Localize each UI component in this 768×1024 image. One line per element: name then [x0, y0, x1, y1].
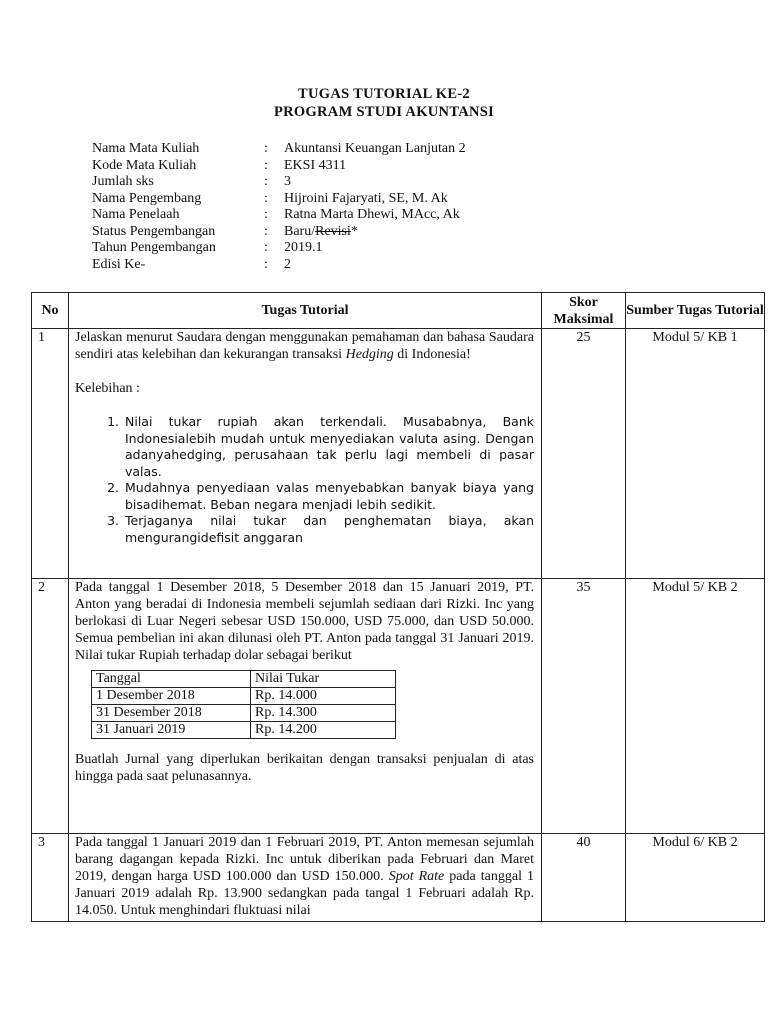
exchange-rate: Rp. 14.000 [251, 688, 396, 705]
question-term: Spot Rate [388, 869, 445, 884]
course-metadata [92, 141, 466, 273]
meta-value: 2 [284, 256, 291, 272]
source-module: Modul 5/ KB 1 [626, 329, 765, 579]
meta-row-jumlah-sks [92, 174, 466, 191]
meta-label: Nama Penelaah [92, 207, 180, 222]
source-module: Modul 6/ KB 2 [626, 834, 765, 922]
source-module: Modul 5/ KB 2 [626, 579, 765, 834]
meta-row-edisi [92, 257, 466, 274]
exchange-col-tanggal: Tanggal [92, 671, 251, 688]
question-text: Jelaskan menurut Saudara dengan menggunakan pemahaman dan bahasa Saudara sendiri atas kelebihan dan kekurangan transaksi [75, 330, 534, 362]
task-question [75, 834, 534, 919]
meta-separator: : [264, 207, 268, 222]
meta-row-status-pengembangan [92, 224, 466, 241]
list-item: 3. Terjaganya nilai tukar dan penghematan biaya, akan mengurangidefisit anggaran [123, 513, 534, 546]
meta-separator: : [264, 174, 268, 189]
exchange-rate-row [92, 688, 396, 705]
exchange-col-nilai: Nilai Tukar [251, 671, 396, 688]
exchange-rate: Rp. 14.200 [251, 722, 396, 739]
exchange-rate-table [91, 670, 396, 739]
meta-value: EKSI 4311 [284, 157, 347, 173]
table-row [32, 579, 765, 834]
max-score: 25 [542, 329, 626, 579]
advantages-list [75, 414, 534, 546]
list-item: 1. Nilai tukar rupiah akan terkendali. Musababnya, Bank Indonesialebih mudah untuk menyediakan valuta asing. Dengan adanyahedging, perusahaan tak perlu lagi membeli di pasar valas. [123, 414, 534, 480]
max-score: 35 [542, 579, 626, 834]
document-title-line1: TUGAS TUTORIAL KE-2 [298, 86, 470, 102]
table-header-row [32, 293, 765, 329]
task-question [75, 329, 534, 363]
meta-row-nama-penelaah [92, 207, 466, 224]
exchange-rate-header [92, 671, 396, 688]
status-baru: Baru/ [284, 223, 316, 239]
task-description [69, 329, 542, 579]
meta-label: Edisi Ke- [92, 256, 146, 272]
question-term: Hedging [345, 347, 394, 362]
exchange-date: 31 Januari 2019 [92, 722, 251, 739]
meta-separator: : [264, 240, 268, 255]
meta-separator: : [264, 141, 268, 156]
meta-value: 2019.1 [284, 240, 323, 255]
header-task: Tugas Tutorial [69, 293, 542, 329]
meta-label: Status Pengembangan [92, 223, 216, 239]
meta-label: Nama Mata Kuliah [92, 141, 200, 156]
meta-value: 3 [284, 174, 291, 189]
meta-separator: : [264, 157, 268, 173]
meta-label: Tahun Pengembangan [92, 240, 216, 255]
table-row [32, 834, 765, 922]
row-number: 3 [32, 834, 69, 922]
status-revisi-struck: Revisi [315, 223, 351, 239]
meta-value: Hijroini Fajaryati, SE, M. Ak [284, 190, 448, 206]
exchange-rate-row [92, 722, 396, 739]
meta-row-tahun-pengembangan [92, 240, 466, 257]
header-source: Sumber Tugas Tutorial [626, 293, 765, 329]
exchange-rate-row [92, 705, 396, 722]
kelebihan-heading: Kelebihan : [75, 381, 140, 396]
meta-value [284, 224, 358, 241]
exchange-rate: Rp. 14.300 [251, 705, 396, 722]
meta-row-nama-pengembang [92, 191, 466, 208]
task-instruction: Buatlah Jurnal yang diperlukan berikaitan dengan transaksi penjualan di atas hingga pada saat pelunasannya. [75, 752, 534, 784]
row-number: 1 [32, 329, 69, 579]
meta-separator: : [264, 256, 268, 272]
document-title-line2: PROGRAM STUDI AKUNTANSI [273, 104, 495, 120]
meta-value: Ratna Marta Dhewi, MAcc, Ak [284, 207, 460, 222]
task-description [69, 834, 542, 922]
exchange-date: 31 Desember 2018 [92, 705, 251, 722]
meta-value: Akuntansi Keuangan Lanjutan 2 [284, 141, 466, 156]
meta-row-nama-mata-kuliah [92, 141, 466, 158]
task-question: Pada tanggal 1 Desember 2018, 5 Desember 2018 dan 15 Januari 2019, PT. Anton yang beradai di Indonesia membeli sejumlah sediaan dari Rizki. Inc yang berlokasi di Luar Negeri sebesar USD 150.000, USD 75.000, dan USD 50.000. Semua pembelian ini akan dilunasi oleh PT. Anton pada tanggal 31 Januari 2019. Nilai tukar Rupiah terhadap dolar sebagai berikut [75, 580, 534, 663]
exchange-date: 1 Desember 2018 [92, 688, 251, 705]
table-row [32, 329, 765, 579]
question-text: Pada tanggal 1 Januari 2019 dan 1 Februari 2019, PT. Anton memesan sejumlah barang dagangan kepada Rizki. Inc untuk diberikan pada Februari dan Maret 2019, dengan harga USD 100.000 dan USD 150.000. [75, 835, 534, 884]
meta-separator: : [264, 190, 268, 206]
header-skor: Skor Maksimal [542, 293, 626, 329]
meta-label: Nama Pengembang [92, 190, 202, 206]
list-item: 2. Mudahnya penyediaan valas menyebabkan banyak biaya yang bisadihemat. Beban negara menjadi lebih sedikit. [123, 480, 534, 513]
header-no: No [32, 293, 69, 329]
meta-label: Kode Mata Kuliah [92, 157, 197, 173]
meta-row-kode-mata-kuliah [92, 158, 466, 175]
status-asterisk: * [350, 223, 358, 239]
question-text-end: di Indonesia! [393, 347, 471, 362]
meta-separator: : [264, 223, 268, 239]
max-score: 40 [542, 834, 626, 922]
task-description [69, 579, 542, 834]
meta-label: Jumlah sks [92, 174, 154, 189]
question-text-end: pada tanggal 1 Januari 2019 adalah Rp. 13.900 sedangkan pada tangal 1 Februari adalah Rp. 14.050. Untuk menghindari fluktuasi nilai [75, 869, 534, 918]
tutorial-task-table [31, 292, 765, 922]
row-number: 2 [32, 579, 69, 834]
